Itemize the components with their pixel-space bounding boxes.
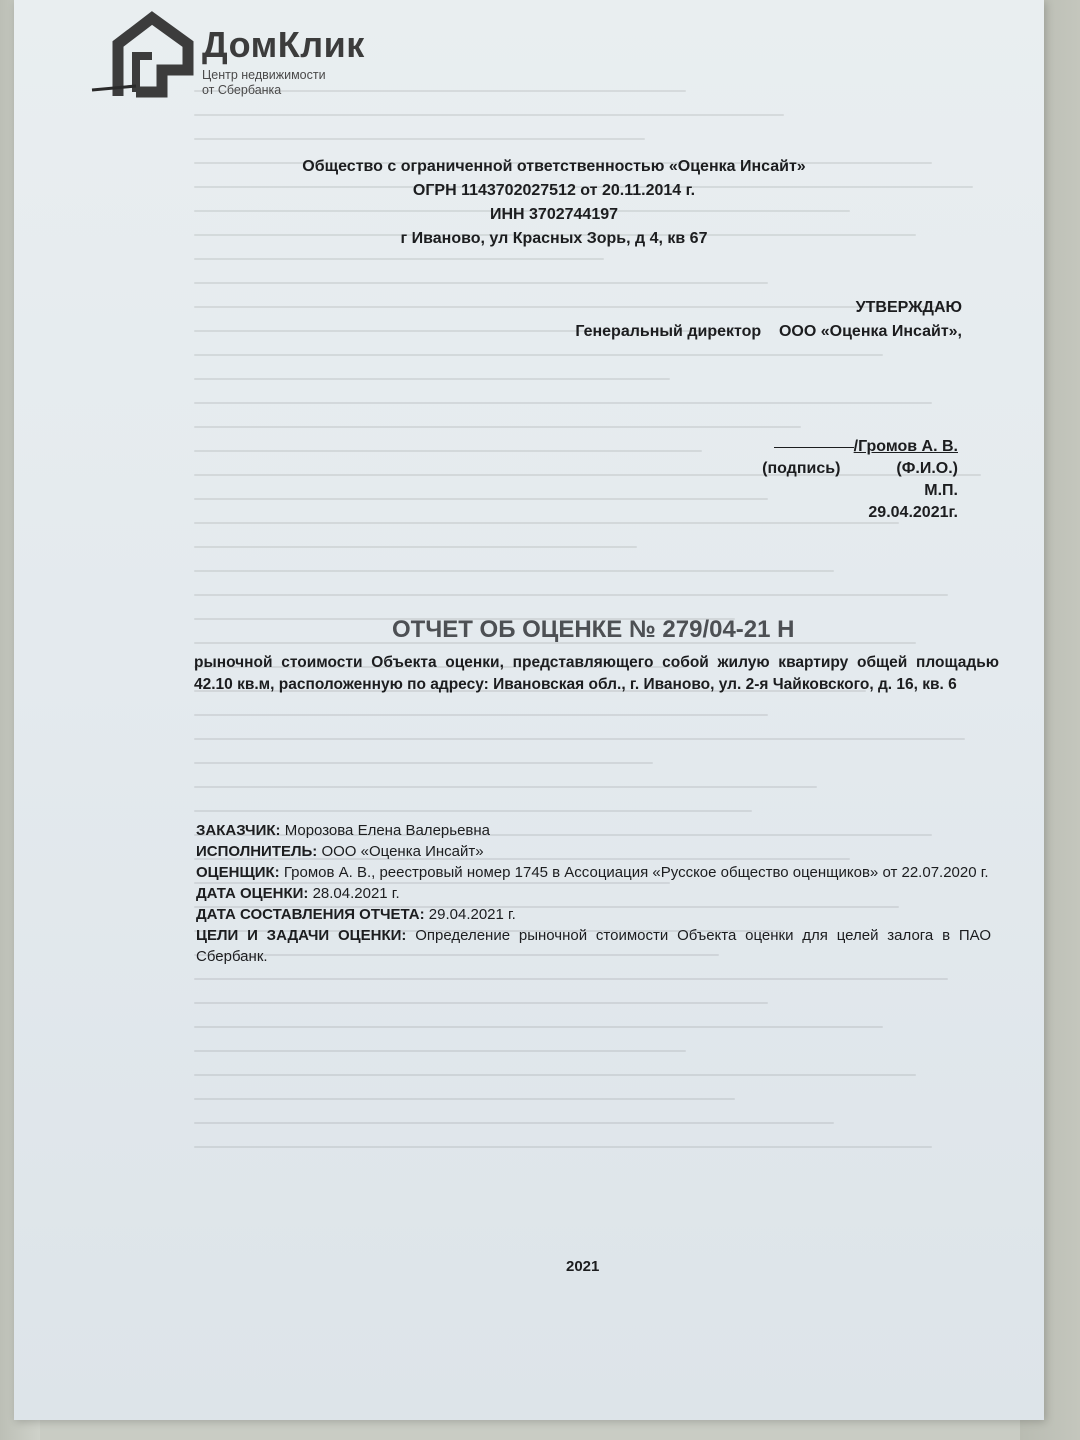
goals-value: Определение рыночной стоимости Объекта оценки для целей залога в ПАО Сбербанк. <box>196 927 991 965</box>
logo-tagline-line2: от Сбербанка <box>202 83 282 97</box>
approval-position: Генеральный директор <box>575 323 762 340</box>
report-title-text: ОТЧЕТ ОБ ОЦЕНКЕ № 279/04-21 Н <box>392 616 795 643</box>
detail-contractor <box>196 841 991 862</box>
report-details <box>196 820 991 967</box>
contractor-value: ООО «Оценка Инсайт» <box>321 843 484 860</box>
detail-valuation-date <box>196 883 991 904</box>
report-title <box>194 616 994 644</box>
approval-date: 29.04.2021г. <box>868 504 958 521</box>
house-logo-icon <box>90 8 200 104</box>
signature-line-row <box>558 436 958 458</box>
logo-tagline <box>202 68 326 98</box>
footer-year: 2021 <box>566 1258 600 1275</box>
signature-labels <box>558 458 958 480</box>
organization-block <box>194 155 914 251</box>
approval-heading: УТВЕРЖДАЮ <box>855 299 962 316</box>
detail-appraiser <box>196 862 991 883</box>
approval-position-line <box>362 320 962 344</box>
signature-block <box>558 436 958 524</box>
customer-value: Морозова Елена Валерьевна <box>284 822 490 839</box>
domclick-logo <box>90 8 390 104</box>
org-address: г Иваново, ул Красных Зорь, д 4, кв 67 <box>400 230 708 247</box>
valuation-date-value: 28.04.2021 г. <box>312 885 400 902</box>
goals-label: ЦЕЛИ И ЗАДАЧИ ОЦЕНКИ: <box>196 927 407 944</box>
org-name: Общество с ограниченной ответственностью «Оценка Инсайт» <box>302 158 806 175</box>
org-ogrn: ОГРН 1143702027512 от 20.11.2014 г. <box>412 182 696 199</box>
valuation-date-label: ДАТА ОЦЕНКИ: <box>196 885 309 902</box>
org-inn: ИНН 3702744197 <box>489 206 619 223</box>
customer-label: ЗАКАЗЧИК: <box>196 822 281 839</box>
fio-label: (Ф.И.О.) <box>896 460 958 477</box>
appraiser-label: ОЦЕНЩИК: <box>196 864 280 881</box>
detail-customer <box>196 820 991 841</box>
contractor-label: ИСПОЛНИТЕЛЬ: <box>196 843 318 860</box>
report-date-value: 29.04.2021 г. <box>428 906 516 923</box>
appraiser-value: Громов А. В., реестровый номер 1745 в Ассоциация «Русское общество оценщиков» от 22.07.2020 г. <box>283 864 989 881</box>
document-sheet <box>14 0 1044 1420</box>
signature-line <box>774 447 854 448</box>
approval-company: ООО «Оценка Инсайт», <box>778 323 962 340</box>
report-subtitle: рыночной стоимости Объекта оценки, представляющего собой жилую квартиру общей площадью 42.10 кв.м, расположенную по адресу: Ивановская обл., г. Иваново, ул. 2-я Чайковского, д. 16, кв. 6 <box>194 654 999 693</box>
detail-goals <box>196 925 991 967</box>
detail-report-date <box>196 904 991 925</box>
stamp-label: М.П. <box>924 482 958 499</box>
signature-label: (подпись) <box>762 460 841 477</box>
logo-tagline-line1: Центр недвижимости <box>202 68 326 82</box>
signer-name: /Громов А. В. <box>853 438 958 455</box>
approval-block <box>362 296 962 344</box>
report-date-label: ДАТА СОСТАВЛЕНИЯ ОТЧЕТА: <box>196 906 425 923</box>
logo-name: ДомКлик <box>202 24 365 65</box>
